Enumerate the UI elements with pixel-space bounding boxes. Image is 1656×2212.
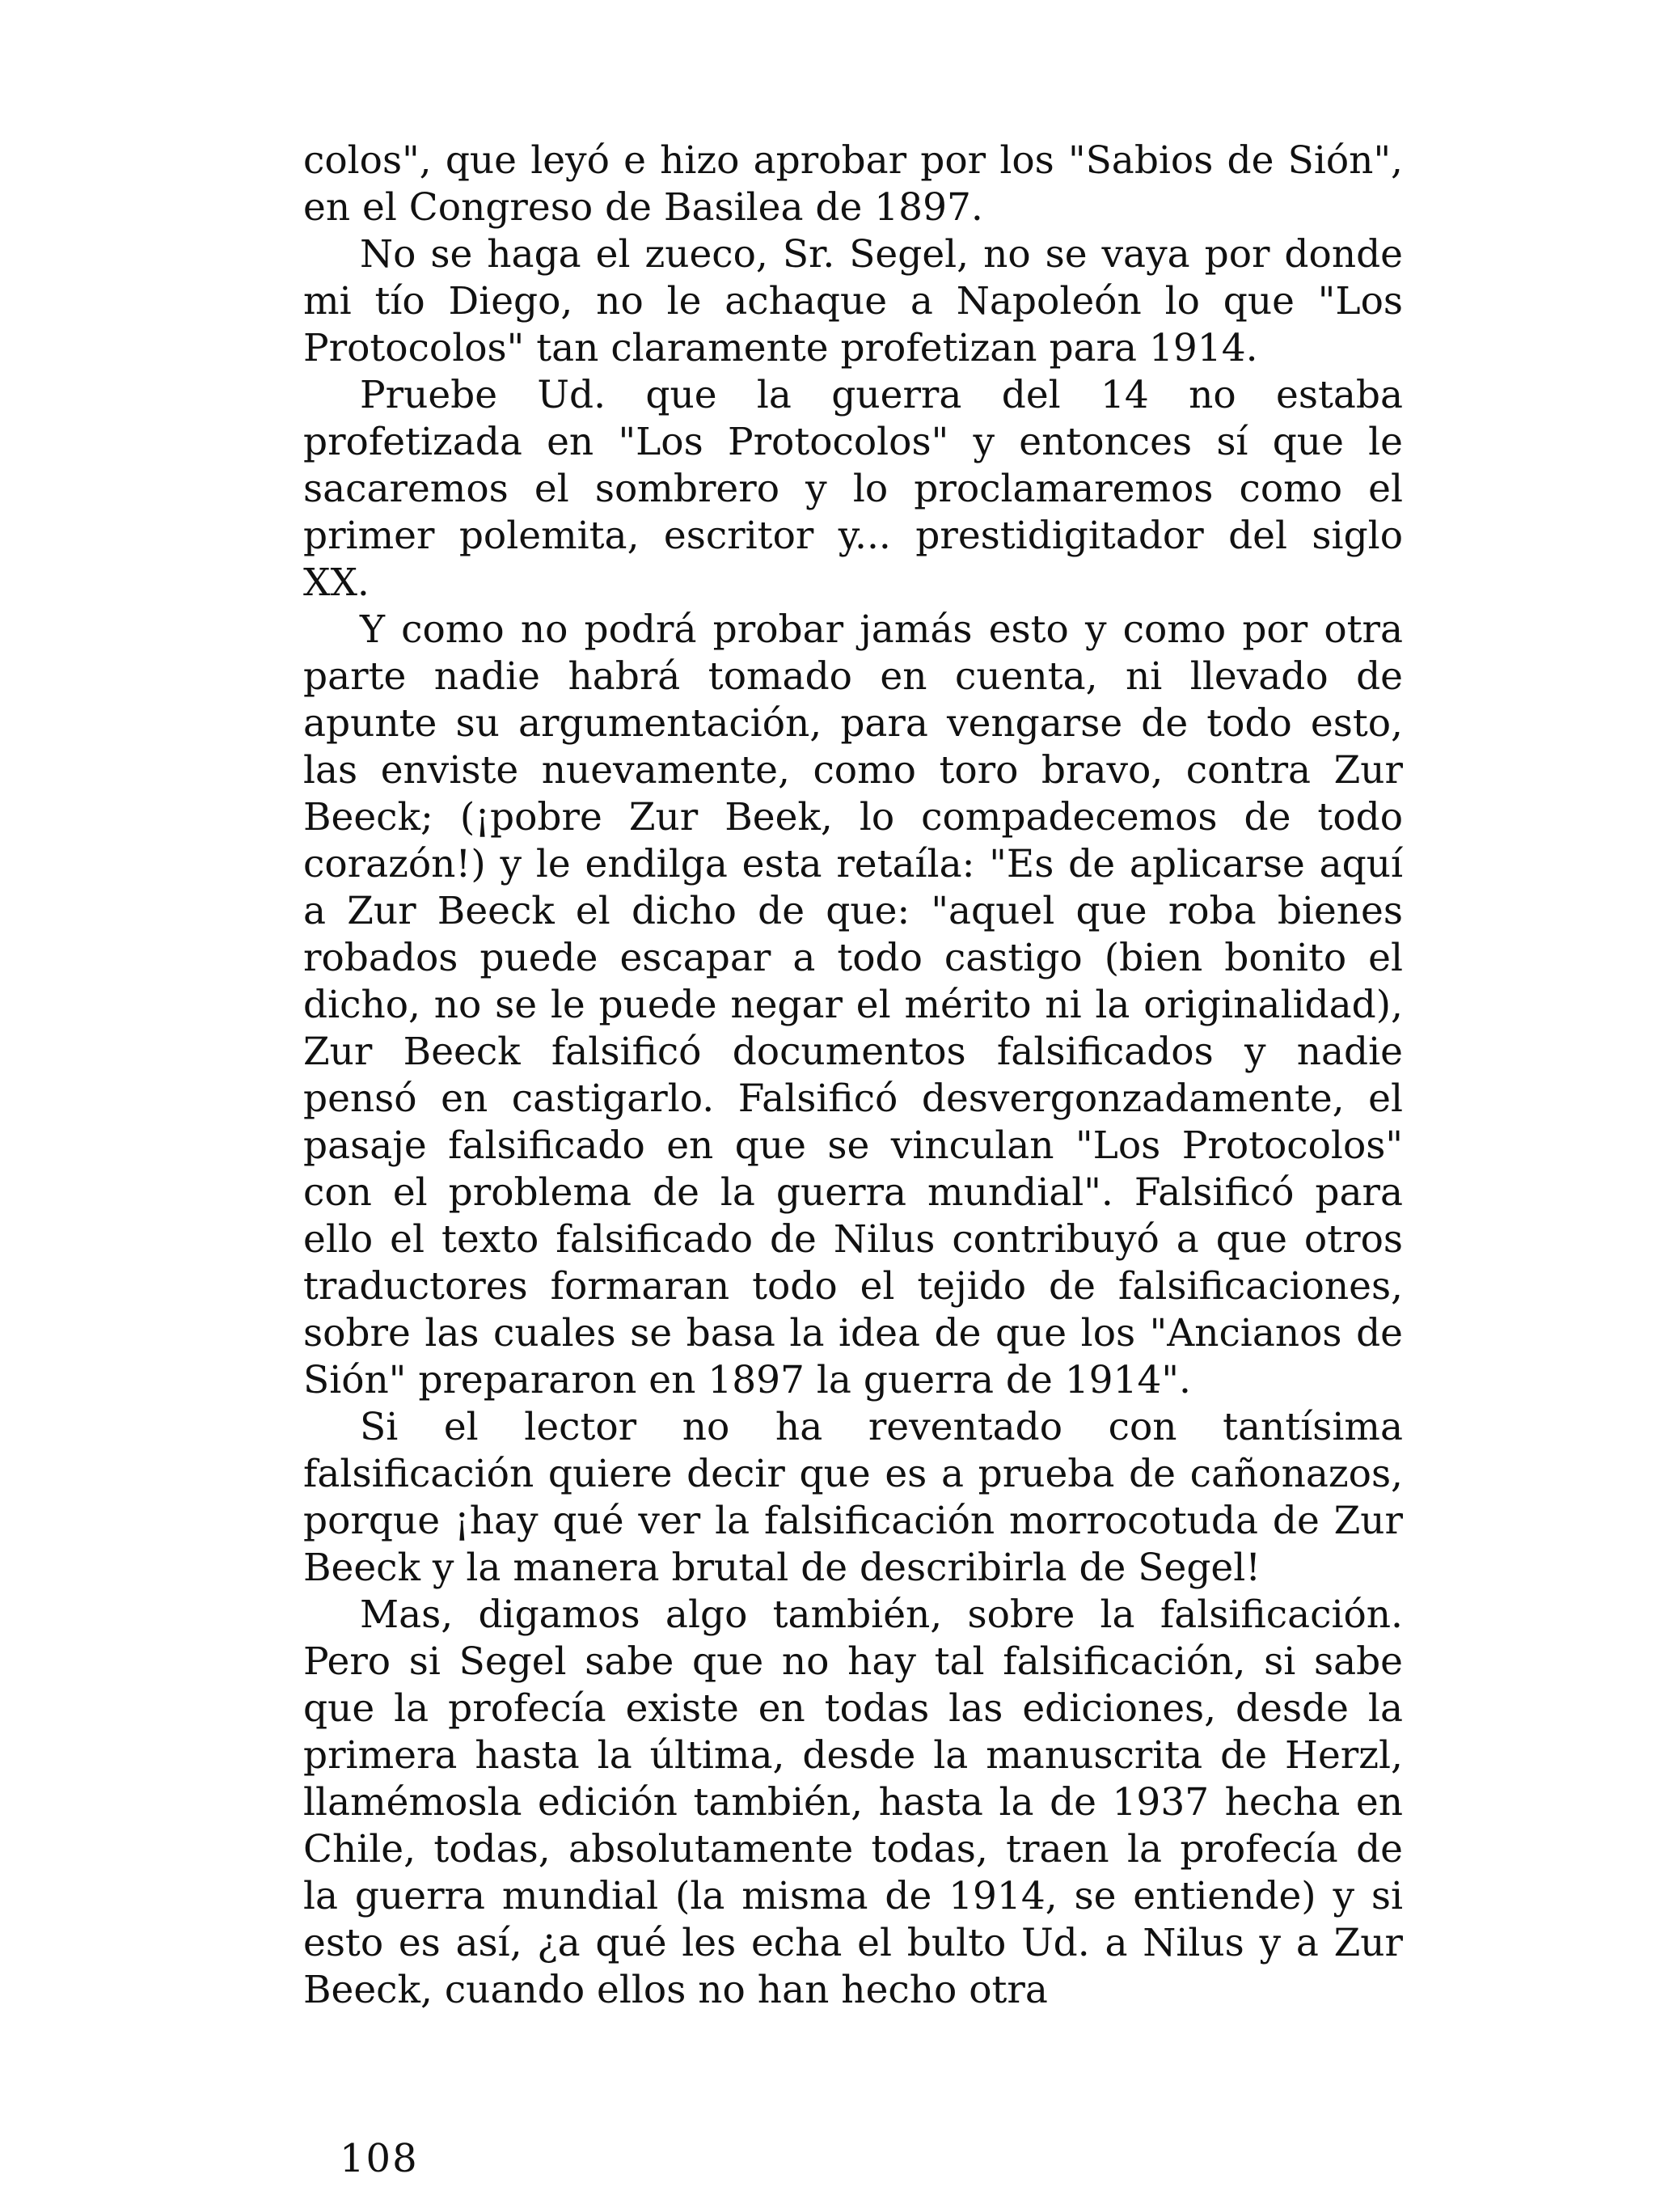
paragraph-1: colos", que leyó e hizo aprobar por los "Sabios de Sión", en el Congreso de Basilea de 1897. [303, 138, 1403, 230]
paragraph-5: Si el lector no ha reventado con tantísima falsificación quiere decir que es a prueba de cañonazos, porque ¡hay qué ver la falsificación morrocotuda de Zur Beeck y la manera brutal de describirla de Segel! [303, 1405, 1403, 1590]
paragraph-2: No se haga el zueco, Sr. Segel, no se vaya por donde mi tío Diego, no le achaque a Napoleón lo que "Los Protocolos" tan claramente profetizan para 1914. [303, 232, 1403, 370]
body-text [303, 137, 1403, 2014]
paragraph-4: Y como no podrá probar jamás esto y como por otra parte nadie habrá tomado en cuenta, ni llevado de apunte su argumentación, para vengarse de todo esto, las enviste nuevamente, como toro bravo, contra Zur Beeck; (¡pobre Zur Beek, lo compadecemos de todo corazón!) y le endilga esta retaíla: "Es de aplicarse aquí a Zur Beeck el dicho de que: "aquel que roba bienes robados puede escapar a todo castigo (bien bonito el dicho, no se le puede negar el mérito ni la originalidad), Zur Beeck falsificó documentos falsificados y nadie pensó en castigarlo. Falsificó desvergonzadamente, el pasaje falsificado en que se vinculan "Los Protocolos" con el problema de la guerra mundial". Falsificó para ello el texto falsificado de Nilus contribuyó a que otros traductores formaran todo el tejido de falsificaciones, sobre las cuales se basa la idea de que los "Ancianos de Sión" prepararon en 1897 la guerra de 1914". [303, 607, 1403, 1402]
paragraph-3: Pruebe Ud. que la guerra del 14 no estaba profetizada en "Los Protocolos" y entonces sí que le sacaremos el sombrero y lo proclamaremos como el primer polemita, escritor y... prestidigitador del siglo XX. [303, 373, 1403, 605]
page-number: 108 [340, 2136, 419, 2181]
paragraph-6: Mas, digamos algo también, sobre la falsificación. Pero si Segel sabe que no hay tal falsificación, si sabe que la profecía existe en todas las ediciones, desde la primera hasta la última, desde la manuscrita de Herzl, llamémosla edición también, hasta la de 1937 hecha en Chile, todas, absolutamente todas, traen la profecía de la guerra mundial (la misma de 1914, se entiende) y si esto es así, ¿a qué les echa el bulto Ud. a Nilus y a Zur Beeck, cuando ellos no han hecho otra [303, 1592, 1403, 2012]
